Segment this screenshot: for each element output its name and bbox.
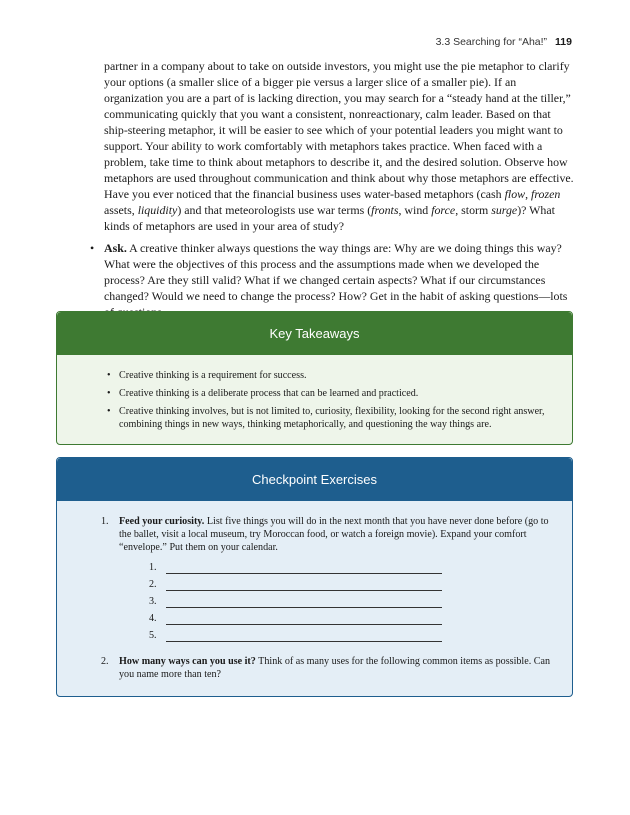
paragraph-text: ) and that meteorologists use war terms ( [177, 203, 372, 217]
checkpoint-title: Checkpoint Exercises [57, 458, 572, 501]
fill-in-line[interactable] [166, 573, 442, 574]
section-title: 3.3 Searching for “Aha!” [435, 36, 548, 48]
blank-row [149, 596, 449, 613]
blank-row [149, 562, 449, 579]
paragraph-text: , storm [455, 203, 492, 217]
exercise-heading: Feed your curiosity. [119, 516, 205, 527]
list-item: • Creative thinking involves, but is not limited to, curiosity, flexibility, looking for the second right answer, combining things in new ways, thinking metaphorically, and questioning the way things are. [107, 405, 557, 431]
blank-number: 3. [149, 596, 157, 607]
list-item: • Creative thinking is a requirement for success. [107, 369, 557, 382]
fill-in-line[interactable] [166, 641, 442, 642]
italic-term: force [431, 203, 456, 217]
blank-row [149, 579, 449, 596]
blank-number: 2. [149, 579, 157, 590]
exercise-text: List five things you will do in the next month that you have never done before (go to the ballet, visit a local museum, try Moroccan food, or watch a foreign movie). Expand your comfort “envelope.” Put them on your calendar. [119, 516, 549, 553]
italic-term: surge [491, 203, 518, 217]
exercise-number: 2. [101, 656, 109, 667]
checkpoint-exercises-box [56, 457, 573, 697]
running-header [436, 36, 572, 48]
key-takeaways-title: Key Takeaways [57, 312, 572, 355]
blank-number: 5. [149, 630, 157, 641]
italic-term: liquidity [137, 203, 178, 217]
fill-in-line[interactable] [166, 607, 442, 608]
exercise-text: Think of as many uses for the following common items as possible. Can you name more than ten? [119, 656, 551, 680]
ask-label: Ask. [104, 241, 127, 255]
ask-text: A creative thinker always questions the way things are: Why are we doing things this way? What were the objectives of this process and the assumptions made when we developed the process? Are they still valid? What if we changed certain aspects? What if our circumstances changed? Would we need to change the process? How? Get in the habit of asking questions—lots [104, 241, 568, 303]
italic-term: flow [504, 187, 526, 201]
blank-number: 4. [149, 613, 157, 624]
italic-term: fronts [371, 203, 399, 217]
bullet-icon: • [90, 241, 95, 255]
key-takeaways-box [56, 311, 573, 445]
paragraph-text: , wind [398, 203, 432, 217]
exercise-heading: How many ways can you use it? [119, 656, 256, 667]
ask-bullet [90, 240, 574, 320]
paragraph-text: , [525, 187, 532, 201]
page-number: 119 [555, 36, 572, 48]
takeaways-list [107, 369, 557, 436]
exercise-2 [101, 655, 561, 681]
exercise-1 [101, 515, 561, 554]
fill-in-line[interactable] [166, 590, 442, 591]
continued-paragraph [104, 58, 574, 234]
paragraph-text: partner in a company about to take on outside investors, you might use the pie metaphor to clarify your options (a smaller slice of a bigger pie versus a larger slice of a smaller pie). If an organization you are a part of is lacking direction, you may search for a “steady hand at the tiller,” communicating quickly that you want a consistent, nonreactionary, calm leader. Based on that ship-steering metaphor, it will be easier to see which of your potential leaders you might want to support. Your ability to work comfortably with metaphors takes practice. When faced with a problem, take time to think about metaphors to describe it, and the desired solution. Observe how metaphors are used throughout communication and think about why those metaphors are effective. Have you ever noticed that the financial business uses water-based metaphors (cash [104, 59, 574, 201]
list-item: • Creative thinking is a deliberate process that can be learned and practiced. [107, 387, 557, 400]
italic-term: frozen [531, 187, 561, 201]
paragraph-text: assets, [104, 203, 138, 217]
blank-number: 1. [149, 562, 157, 573]
exercise-number: 1. [101, 516, 109, 527]
fill-in-line[interactable] [166, 624, 442, 625]
answer-blanks [149, 562, 449, 647]
blank-row [149, 613, 449, 630]
paragraph-text: )? What kinds of metaphors are used in your area of study? [104, 203, 555, 233]
blank-row [149, 630, 449, 647]
